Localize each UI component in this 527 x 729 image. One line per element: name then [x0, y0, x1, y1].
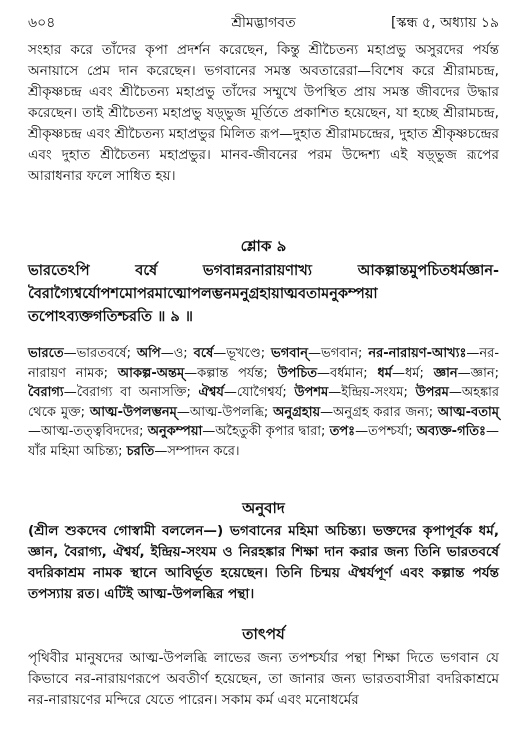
synonym-meaning: —যোগৈশ্বর্য;: [223, 385, 295, 401]
intro-paragraph: সংহার করে তাঁদের কৃপা প্রদর্শন করেছেন, কিন্তু শ্রীচৈতন্য মহাপ্রভু অসুরদের পর্যন্ত অনায়াসে প্রেম দান করেছেন। ভগবানের সমস্ত অবতারেরা—বিশেষ করে শ্রীরামচন্দ্র, শ্রীকৃষ্ণচন্দ্র এবং শ্রীচৈতন্য মহাপ্রভু তাঁদের সম্মুখে উপস্থিত প্রায় সমস্ত জীবদের উদ্ধার করেছেন। তাই শ্রীচৈতন্য মহাপ্রভু ষড়্ভুজ মূর্তিতে প্রকাশিত হয়েছেন, যা হচ্ছে শ্রীরামচন্দ্র, শ্রীকৃষ্ণচন্দ্র এবং শ্রীচৈতন্য মহাপ্রভুর মিলিত রূপ—দুহাত শ্রীরামচন্দ্রের, দুহাত শ্রীকৃষ্ণচন্দ্রের এবং দুহাত শ্রীচৈতন্য মহাপ্রভুর। মানব-জীবনের পরম উদ্দেশ্য এই ষড়্ভুজ রূপের আরাধনার ফলে সাধিত হয়।: [28, 42, 499, 184]
synonym-term: নর-নারায়ণ-আখ্যঃ: [368, 346, 467, 361]
synonym-meaning: —সম্পাদন করে।: [154, 443, 240, 459]
synonym-term: বৈরাগ্য: [28, 385, 64, 401]
page-number: ৬০৪: [28, 15, 56, 31]
book-title: শ্রীমদ্ভাগবত: [231, 15, 296, 31]
word-meanings: [28, 344, 499, 462]
synonym-meaning: —অহৈতুকী কৃপার দ্বারা;: [202, 424, 330, 440]
synonym-meaning: —ভগবান;: [308, 346, 369, 361]
synonym-term: ঐশ্বর্য: [198, 385, 224, 401]
synonym-term: উপচিত: [277, 365, 317, 381]
synonym-term: ভারতে: [28, 346, 64, 361]
synonym-meaning: —জ্ঞান;: [457, 365, 499, 381]
synonym-meaning: —ধর্ম;: [391, 365, 434, 381]
chapter-reference: [স্কন্ধ ৫, অধ্যায় ১৯: [390, 15, 499, 31]
synonym-term: অনুগ্রহায়: [273, 404, 321, 420]
verse-text: ভারতেঽপি বর্ষে ভগবান্নরনারায়ণাখ্য আকল্পান্তমুপচিতধর্মজ্ঞান-বৈরাগ্যৈশ্বর্যোপশমোপরমাত্মোপলম্ভনমনুগ্রহায়াত্মবতামনুকম্পয়া তপোঽব্যক্তগতিশ্চরতি ॥ ৯ ॥: [28, 263, 499, 325]
synonym-term: বর্ষে: [193, 346, 214, 361]
synonym-term: ধর্ম: [377, 365, 392, 381]
synonym-term: তপঃ: [329, 424, 356, 440]
synonym-meaning: —আত্ম-তত্ত্ববিদদের;: [28, 424, 148, 440]
synonym-term: আত্ম-বতাম্: [437, 404, 499, 420]
synonym-meaning: —ইন্দ্রিয়-সংযম;: [328, 385, 416, 401]
synonym-term: উপরম: [415, 385, 449, 401]
synonym-meaning: —যাঁর মহিমা অচিন্ত্য;: [28, 424, 499, 459]
synonym-term: জ্ঞান: [433, 365, 458, 381]
verse-heading: শ্লোক ৯: [240, 237, 287, 255]
synonym-meaning: —তপশ্চর্যা;: [355, 424, 417, 440]
translation-text: (শ্রীল শুকদেব গোস্বামী বললেন—) ভগবানের মহিমা অচিন্ত্য। ভক্তদের কৃপাপূর্বক ধর্ম, জ্ঞান, বৈরাগ্য, ঐশ্বর্য, ইন্দ্রিয়-সংযম ও নিরহঙ্কার শিক্ষা দান করার জন্য তিনি ভারতবর্ষে বদরিকাশ্রম নামক স্থানে আবির্ভূত হয়েছেন। তিনি চিন্ময় ঐশ্বর্যপূর্ণ এবং কল্পান্ত পর্যন্ত তপস্যায় রত। এটিই আত্ম-উপলব্ধির পন্থা।: [28, 523, 499, 602]
synonym-term: উপশম: [294, 385, 329, 401]
synonym-meaning: —ও;: [160, 346, 194, 361]
synonym-term: চরতি: [126, 443, 155, 459]
synonym-meaning: —ভূখণ্ডে;: [213, 346, 272, 361]
purport-heading: তাৎপর্য: [242, 625, 285, 643]
synonym-term: অপি: [136, 346, 161, 361]
synonym-meaning: —অনুগ্রহ করার জন্য;: [320, 404, 438, 420]
page-header: [28, 12, 499, 34]
synonym-term: আকল্প-অন্তম্: [117, 365, 185, 381]
synonym-meaning: —নর-নারায়ণ নামক;: [28, 346, 500, 381]
synonym-meaning: —বৈরাগ্য বা অনাসক্তি;: [63, 385, 199, 401]
synonym-meaning: —আত্ম-উপলব্ধি;: [176, 404, 274, 420]
purport-text: পৃথিবীর মানুষদের আত্ম-উপলব্ধি লাভের জন্য তপশ্চর্যার পন্থা শিক্ষা দিতে ভগবান যে কিভাবে নর-নারায়ণরূপে অবতীর্ণ হয়েছেন, তা জানার জন্য ভারতবাসীরা বদরিকাশ্রমে নর-নারায়ণের মন্দিরে যেতে পারেন। সকাম কর্ম এবং মনোধর্মের: [28, 650, 499, 708]
synonym-meaning: —কল্পান্ত পর্যন্ত;: [184, 365, 278, 381]
synonym-term: ভগবান্: [271, 346, 309, 361]
synonym-term: অব্যক্ত-গতিঃ: [416, 424, 486, 440]
synonym-meaning: —অহঙ্কার থেকে মুক্ত;: [28, 385, 500, 420]
synonym-meaning: —বর্ধমান;: [316, 365, 378, 381]
synonym-term: আত্ম-উপলম্ভনম্: [89, 404, 177, 420]
synonym-meaning: —ভারতবর্ষে;: [63, 346, 137, 361]
synonym-term: অনুকম্পয়া: [147, 424, 203, 440]
translation-heading: অনুবাদ: [242, 499, 285, 517]
